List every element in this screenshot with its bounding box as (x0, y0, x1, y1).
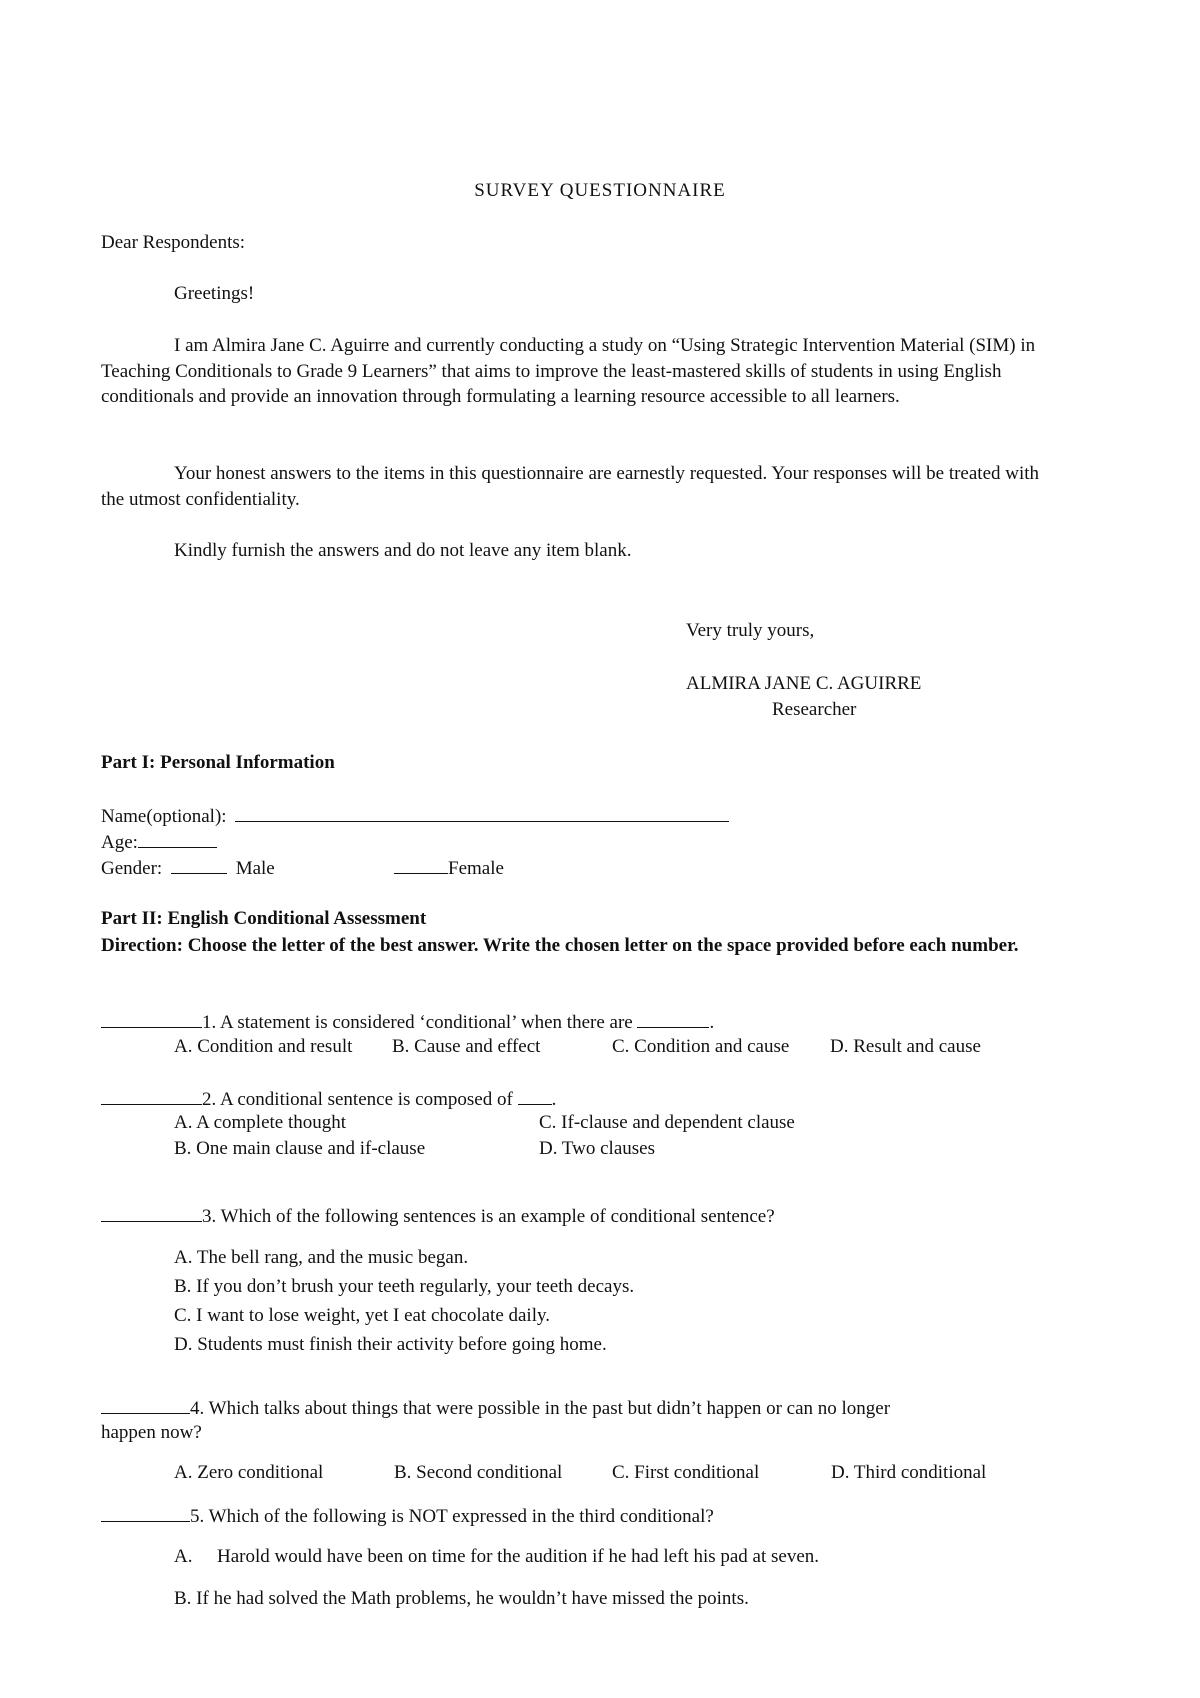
question-5-text: 5. Which of the following is NOT expressed in the third conditional? (190, 1506, 714, 1527)
q5-option-a-letter: A. (174, 1546, 193, 1567)
closing: Very truly yours, (686, 620, 815, 641)
q3-option-c: C. I want to lose weight, yet I eat chocolate daily. (174, 1305, 551, 1326)
question-4-text-line2: happen now? (101, 1422, 202, 1443)
q1-option-a: A. Condition and result (174, 1036, 353, 1057)
signatory-name: ALMIRA JANE C. AGUIRRE (686, 673, 922, 694)
q2-option-a: A. A complete thought (174, 1112, 347, 1133)
honesty-paragraph: Your honest answers to the items in this questionnaire are earnestly requested. Your responses will be treated with the utmost confidentiality. (101, 463, 1040, 510)
male-input-line[interactable] (171, 855, 227, 874)
q4-option-b: B. Second conditional (394, 1462, 563, 1483)
age-input-line[interactable] (138, 829, 217, 848)
question-1-inline-blank (637, 1009, 709, 1028)
age-field-row (101, 829, 217, 855)
signatory-role: Researcher (772, 699, 857, 720)
name-label: Name(optional): (101, 806, 227, 827)
question-2-end: . (551, 1089, 557, 1110)
q1-option-c: C. Condition and cause (612, 1036, 790, 1057)
answer-line-5[interactable] (101, 1503, 190, 1522)
greeting: Greetings! (174, 283, 255, 304)
answer-line-1[interactable] (101, 1009, 202, 1028)
intro-paragraph: I am Almira Jane C. Aguirre and currently conducting a study on “Using Strategic Intervention Material (SIM) in Teaching Conditionals to Grade 9 Learners” that aims to improve the least-mastered skills of students in using English conditionals and provide an innovation through formulating a learning resource accessible to all learners. (101, 335, 1036, 407)
q5-option-a-text: Harold would have been on time for the audition if he had left his pad at seven. (217, 1546, 820, 1567)
q3-option-d: D. Students must finish their activity before going home. (174, 1334, 607, 1355)
q3-option-b: B. If you don’t brush your teeth regularly, your teeth decays. (174, 1276, 635, 1297)
q3-option-a: A. The bell rang, and the music began. (174, 1247, 469, 1268)
answer-line-3[interactable] (101, 1203, 202, 1222)
question-2-text: 2. A conditional sentence is composed of (202, 1089, 513, 1110)
answer-line-4[interactable] (101, 1395, 190, 1414)
gender-label: Gender: (101, 858, 163, 879)
q5-option-b: B. If he had solved the Math problems, he wouldn’t have missed the points. (174, 1588, 749, 1609)
q2-option-c: C. If-clause and dependent clause (539, 1112, 795, 1133)
furnish-paragraph: Kindly furnish the answers and do not leave any item blank. (174, 540, 632, 561)
question-3 (101, 1203, 775, 1229)
female-input-line[interactable] (394, 855, 448, 874)
question-3-text: 3. Which of the following sentences is an example of conditional sentence? (202, 1206, 775, 1227)
gender-field-row (101, 855, 275, 881)
q4-option-c: C. First conditional (612, 1462, 760, 1483)
q4-option-d: D. Third conditional (831, 1462, 987, 1483)
direction-text: Direction: Choose the letter of the best answer. Write the chosen letter on the space provided before each number. (101, 935, 1019, 956)
question-4 (101, 1395, 890, 1421)
salutation: Dear Respondents: (101, 232, 246, 253)
name-input-line[interactable] (235, 803, 729, 822)
female-label: Female (448, 858, 504, 879)
question-1-end: . (709, 1012, 715, 1033)
answer-line-2[interactable] (101, 1086, 202, 1105)
q1-option-b: B. Cause and effect (392, 1036, 541, 1057)
question-2 (101, 1086, 556, 1112)
question-1 (101, 1009, 714, 1035)
age-label: Age: (101, 832, 138, 853)
q2-option-d: D. Two clauses (539, 1138, 655, 1159)
q2-option-b: B. One main clause and if-clause (174, 1138, 426, 1159)
name-field-row (101, 803, 729, 829)
question-5 (101, 1503, 714, 1529)
question-2-inline-blank (518, 1086, 552, 1105)
q4-option-a: A. Zero conditional (174, 1462, 324, 1483)
part2-heading: Part II: English Conditional Assessment (101, 908, 427, 929)
part1-heading: Part I: Personal Information (101, 752, 335, 773)
q1-option-d: D. Result and cause (830, 1036, 981, 1057)
question-4-text-line1: 4. Which talks about things that were possible in the past but didn’t happen or can no longer (190, 1398, 891, 1419)
female-field (394, 855, 504, 881)
question-1-text: 1. A statement is considered ‘conditional’ when there are (202, 1012, 633, 1033)
document-title: SURVEY QUESTIONNAIRE (474, 180, 726, 201)
male-label: Male (235, 858, 275, 879)
